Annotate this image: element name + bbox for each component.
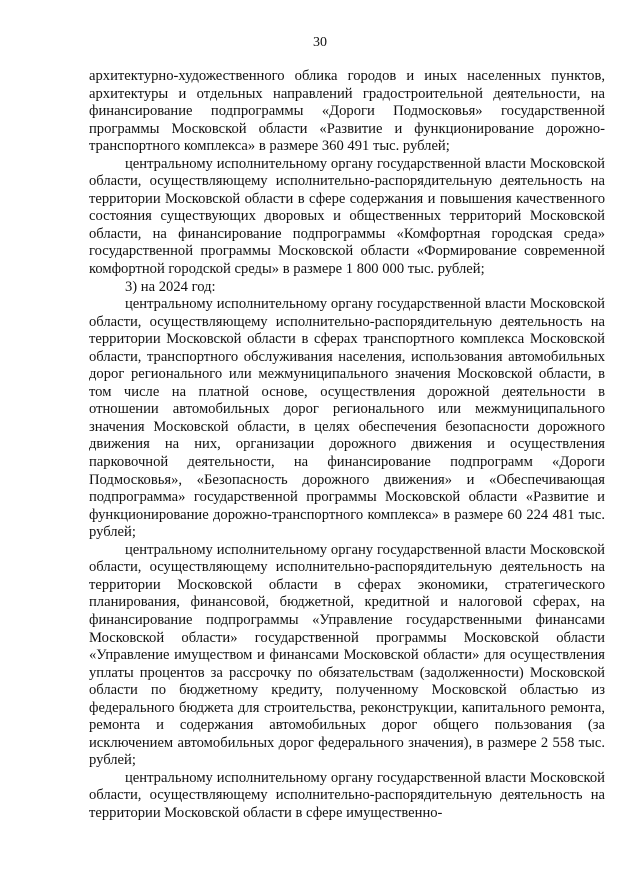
paragraph: центральному исполнительному органу государственной власти Московской области, осуществляющему исполнительно-распорядительную деятельность на территории Московской области в сферах транспортного комплекса Московской области, транспортного обслуживания населения, использования автомобильных дорог регионального или межмуниципального значения Московской области, в том числе на платной основе, осуществления дорожной деятельности в отношении автомобильных дорог регионального или межмуниципального значения Московской области, в целях обеспечения безопасности дорожного движения на них, организации дорожного движения и осуществления парковочной деятельности, на финансирование подпрограмм «Дороги Подмосковья», «Безопасность дорожного движения» и «Обеспечивающая подпрограмма» государственной программы Московской области «Развитие и функционирование дорожно-транспортного комплекса» в размере 60 224 481 тыс. рублей;	[89, 296, 605, 541]
paragraph: архитектурно-художественного облика городов и иных населенных пунктов, архитектуры и отдельных направлений градостроительной деятельности, на финансирование подпрограммы «Дороги Подмосковья» государственной программы Московской области «Развитие и функционирование дорожно-транспортного комплекса» в размере 360 491 тыс. рублей;	[89, 68, 605, 155]
paragraph: центральному исполнительному органу государственной власти Московской области, осуществляющему исполнительно-распорядительную деятельность на территории Московской области в сфере имущественно-	[89, 769, 605, 821]
paragraph: центральному исполнительному органу государственной власти Московской области, осуществляющему исполнительно-распорядительную деятельность на территории Московской области в сферах экономики, стратегического планирования, финансовой, бюджетной, кредитной и налоговой сферах, на финансирование подпрограммы «Управление государственными финансами Московской области» государственной программы Московской области «Управление имуществом и финансами Московской области» для осуществления уплаты процентов за рассрочку по обязательствам (задолженности) Московской области по бюджетному кредиту, полученному Московской областью из федерального бюджета для строительства, реконструкции, капитального ремонта, ремонта и содержания автомобильных дорог общего пользования (за исключением автомобильных дорог федерального значения), в размере 2 558 тыс. рублей;	[89, 541, 605, 769]
document-body	[89, 68, 605, 823]
page-number: 30	[313, 35, 327, 50]
paragraph: центральному исполнительному органу государственной власти Московской области, осуществляющему исполнительно-распорядительную деятельность на территории Московской области в сфере содержания и повышения качественного состояния существующих дворовых и общественных территорий Московской области, на финансирование подпрограммы «Комфортная городская среда» государственной программы Московской области «Формирование современной комфортной городской среды» в размере 1 800 000 тыс. рублей;	[89, 155, 605, 278]
paragraph: 3) на 2024 год:	[125, 278, 216, 295]
